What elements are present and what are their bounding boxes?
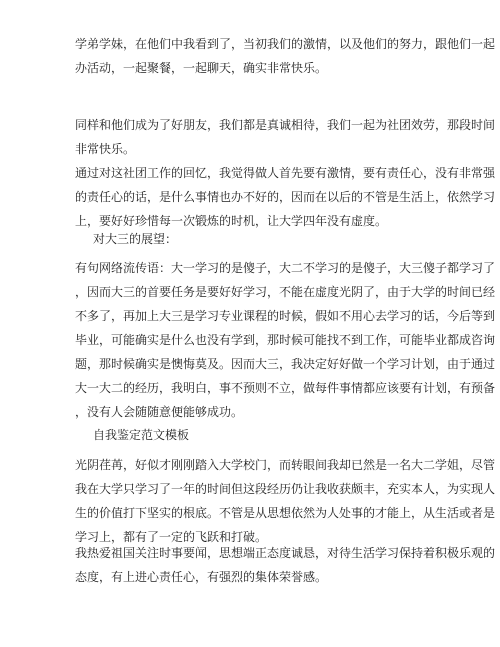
- section-heading-junior-outlook: 对大三的展望：: [93, 232, 178, 246]
- text-line: 我热爱祖国关注时事要闻，思想端正态度诚恳，对待生活学习保持着积极乐观的: [75, 546, 496, 560]
- paragraph-1: [75, 32, 496, 80]
- text-line: 态度，有上进心责任心，有强烈的集体荣誉感。: [75, 570, 328, 584]
- text-line: 不多了，再加上大三是学习专业课程的时候，假如不用心去学习的话，今后等到: [75, 309, 496, 323]
- text-line: 大一大二的经历，我明白，事不预则不立，做每件事情都应该要有计划，有预备: [75, 381, 496, 395]
- text-line: 办活动，一起聚餐，一起聊天，确实非常快乐。: [75, 61, 328, 75]
- text-line: 同样和他们成为了好朋友，我们都是真诚相待，我们一起为社团效劳，那段时间: [75, 118, 496, 132]
- text-line: 生的价值打下坚实的根底。不管是从思想依然为人处事的才能上，从生活或者是: [75, 506, 496, 520]
- text-line: 毕业，可能确实是什么也没有学到，那时候可能找不到工作，可能毕业都成咨询: [75, 333, 496, 347]
- paragraph-5: [75, 453, 496, 549]
- text-line: 非常快乐。: [75, 142, 136, 156]
- text-line: 的责任心的话，是什么事情也办不好的，因而在以后的不管是生活上，依然学习: [75, 190, 496, 204]
- paragraph-6: [75, 541, 496, 589]
- text-line: 有句网络流传语：大一学习的是傻子，大二不学习的是傻子，大三傻子都学习了: [75, 261, 496, 275]
- text-line: 我在大学只学习了一年的时间但这段经历仍让我收获颇丰，充实本人，为实现人: [75, 482, 496, 496]
- text-line: ，因而大三的首要任务是要好好学习，不能在虚度光阴了，由于大学的时间已经: [75, 285, 496, 299]
- text-line: 学弟学妹，在他们中我看到了，当初我们的激情，以及他们的努力，跟他们一起: [75, 37, 496, 51]
- paragraph-2: [75, 113, 496, 161]
- text-line: 光阴荏苒，好似才刚刚踏入大学校门，而转眼间我却已然是一名大二学姐，尽管: [75, 458, 496, 472]
- paragraph-3: [75, 161, 496, 233]
- text-line: 通过对这社团工作的回忆，我觉得做人首先要有激情，要有责任心，没有非常强: [75, 166, 496, 180]
- text-line: 上，要好好珍惜每一次锻炼的时机，让大学四年没有虚度。: [75, 214, 388, 228]
- text-line: ，没有人会随随意便能够成功。: [75, 405, 244, 419]
- text-line: 题，那时候确实是懊悔莫及。因而大三，我决定好好做一个学习计划，由于通过: [75, 357, 496, 371]
- paragraph-4: [75, 256, 496, 424]
- section-heading-self-assessment: 自我鉴定范文模板: [93, 428, 190, 442]
- text-line: 学习上，都有了一定的飞跃和打破。: [75, 530, 268, 544]
